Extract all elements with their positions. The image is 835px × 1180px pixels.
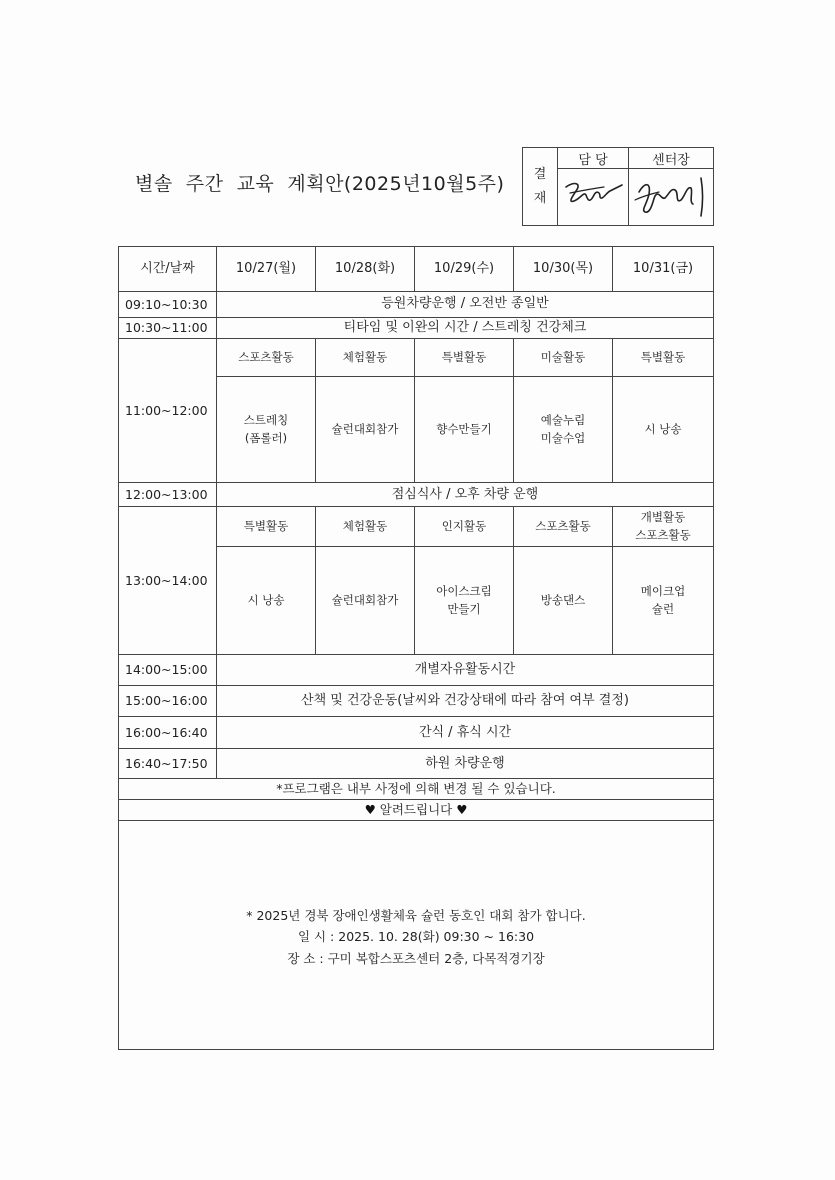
header-row <box>119 247 714 292</box>
page-title: 별솔 주간 교육 계획안(2025년10월5주) <box>135 173 505 195</box>
time-slot: 10:30~11:00 <box>119 318 217 339</box>
activity-line: 시 낭송 <box>247 592 285 607</box>
schedule-entry: 등원차량운행 / 오전반 종일반 <box>217 292 714 318</box>
approval-header-director: 센터장 <box>629 148 714 169</box>
category-line: 체험활동 <box>342 518 388 533</box>
activity-line: 메이크업 <box>640 583 686 598</box>
time-slot: 11:00~12:00 <box>119 339 217 483</box>
notice-line: 일 시 : 2025. 10. 28(화) 09:30 ~ 16:30 <box>297 929 535 945</box>
notice-body-row <box>119 820 714 1049</box>
category-line: 스포츠활동 <box>635 527 691 542</box>
heart-icon: ♥ <box>456 801 468 817</box>
time-slot: 15:00~16:00 <box>119 686 217 717</box>
activity-line: 슐런대회참가 <box>331 421 399 436</box>
approval-label <box>523 148 558 226</box>
schedule-entry: 개별자유활동시간 <box>217 655 714 686</box>
table-row <box>119 292 714 318</box>
category-line: 스포츠활동 <box>535 518 591 533</box>
activity-category: 특별활동 <box>613 339 714 377</box>
activity-line: 향수만들기 <box>436 421 492 436</box>
activity-line: 슐런 <box>651 601 675 616</box>
activity-line: 만들기 <box>447 601 481 616</box>
activity-category: 체험활동 <box>316 339 415 377</box>
change-note: *프로그램은 내부 사정에 의해 변경 될 수 있습니다. <box>119 779 714 799</box>
approval-label-top: 결 <box>533 166 547 182</box>
activity-category <box>613 507 714 547</box>
day-header: 10/27(월) <box>217 247 316 292</box>
schedule-entry: 산책 및 건강운동(날씨와 건강상태에 따라 참여 여부 결정) <box>217 686 714 717</box>
table-row <box>119 717 714 749</box>
table-row <box>119 686 714 717</box>
activity-cell <box>316 547 415 655</box>
activity-cell <box>613 547 714 655</box>
notice-title <box>119 799 714 820</box>
notice-title-text: 알려드립니다 <box>379 801 453 817</box>
category-line: 개별활동 <box>640 509 686 524</box>
activity-line: 스트레칭 <box>243 412 289 427</box>
approval-box <box>522 147 714 226</box>
activity-cell <box>613 377 714 483</box>
activity-line: 미술수업 <box>540 430 586 445</box>
activity-category <box>217 507 316 547</box>
day-header: 10/30(목) <box>514 247 613 292</box>
day-header: 10/29(수) <box>415 247 514 292</box>
category-line: 인지활동 <box>441 518 487 533</box>
time-slot: 16:40~17:50 <box>119 749 217 779</box>
activity-category: 특별활동 <box>415 339 514 377</box>
activity-cell <box>514 547 613 655</box>
staff-signature <box>558 169 629 226</box>
activity-cell <box>316 377 415 483</box>
table-row <box>119 339 714 377</box>
activity-line: 방송댄스 <box>540 592 586 607</box>
notice-title-row <box>119 799 714 820</box>
day-header: 10/31(금) <box>613 247 714 292</box>
activity-cell <box>217 547 316 655</box>
time-slot: 14:00~15:00 <box>119 655 217 686</box>
time-slot: 13:00~14:00 <box>119 507 217 655</box>
activity-category: 미술활동 <box>514 339 613 377</box>
activity-cell <box>217 377 316 483</box>
activity-line: 아이스크림 <box>436 583 492 598</box>
approval-header-staff: 담 당 <box>558 148 629 169</box>
activity-cell <box>415 547 514 655</box>
notice-body <box>119 820 714 1049</box>
category-line: 특별활동 <box>243 518 289 533</box>
table-row <box>119 507 714 547</box>
notice-line: 장 소 : 구미 복합스포츠센터 2층, 다목적경기장 <box>287 951 545 967</box>
activity-category: 스포츠활동 <box>217 339 316 377</box>
activity-cell <box>415 377 514 483</box>
table-row <box>119 655 714 686</box>
notice-line: * 2025년 경북 장애인생활체육 슐런 동호인 대회 참가 합니다. <box>246 907 586 923</box>
director-signature <box>629 169 714 226</box>
table-row <box>119 483 714 507</box>
time-slot: 09:10~10:30 <box>119 292 217 318</box>
note-row <box>119 779 714 799</box>
table-row <box>119 318 714 339</box>
heart-icon: ♥ <box>364 801 376 817</box>
activity-line: 시 낭송 <box>644 421 682 436</box>
director-signature-icon <box>631 170 711 220</box>
schedule-entry: 티타임 및 이완의 시간 / 스트레칭 건강체크 <box>217 318 714 339</box>
schedule-entry: 간식 / 휴식 시간 <box>217 717 714 749</box>
staff-signature-icon <box>560 173 626 217</box>
time-slot: 16:00~16:40 <box>119 717 217 749</box>
day-header: 10/28(화) <box>316 247 415 292</box>
table-row <box>119 749 714 779</box>
schedule-table <box>118 246 714 1050</box>
activity-line: 슐런대회참가 <box>331 592 399 607</box>
schedule-entry: 하원 차량운행 <box>217 749 714 779</box>
schedule-entry: 점심식사 / 오후 차량 운행 <box>217 483 714 507</box>
time-date-header: 시간/날짜 <box>119 247 217 292</box>
activity-cell <box>514 377 613 483</box>
activity-category <box>514 507 613 547</box>
activity-line: 예술누림 <box>540 412 586 427</box>
activity-line: (폼롤러) <box>244 430 288 445</box>
activity-category <box>316 507 415 547</box>
approval-label-bottom: 재 <box>533 190 547 206</box>
time-slot: 12:00~13:00 <box>119 483 217 507</box>
activity-category <box>415 507 514 547</box>
